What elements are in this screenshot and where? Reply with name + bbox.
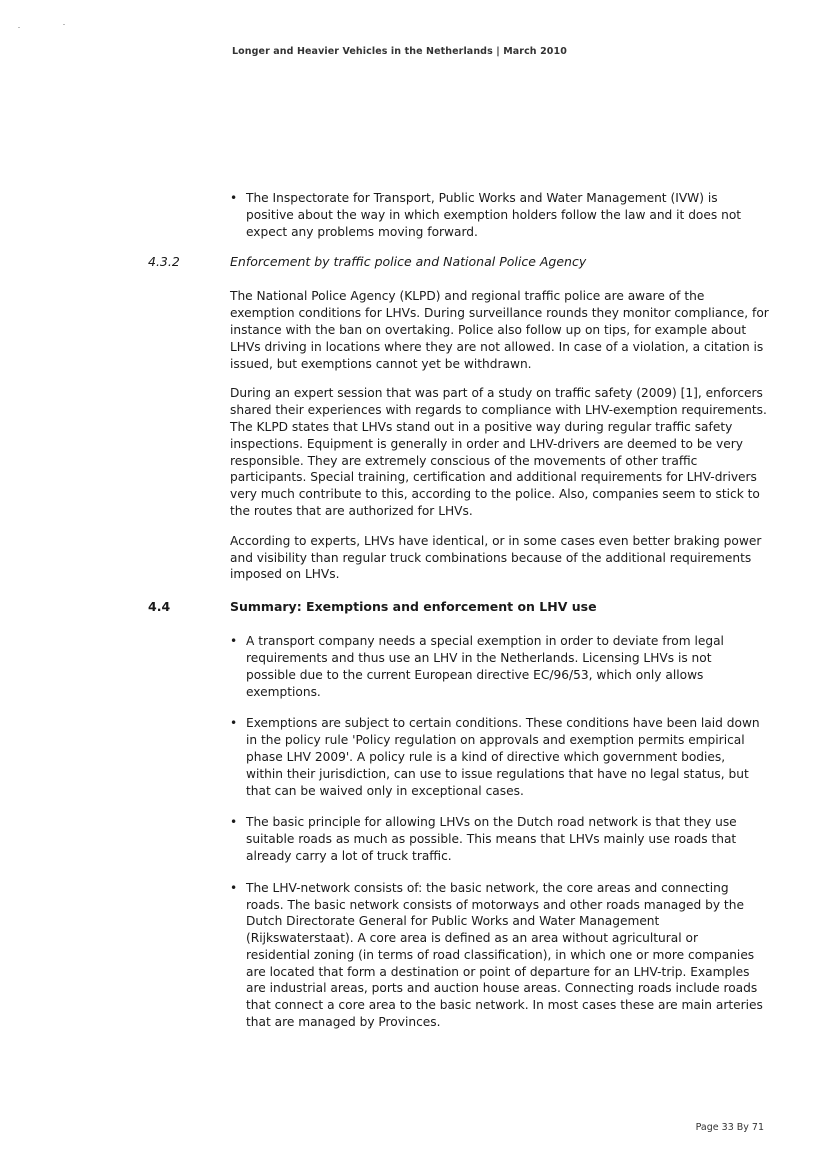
scan-speck — [63, 24, 65, 25]
bullet-text: The Inspectorate for Transport, Public Works and Water Management (IVW) is positive about the way in which exemption holders follow the law and it does not expect any problems moving forward. — [246, 191, 742, 239]
bullet-text: A transport company needs a special exemption in order to deviate from legal requirements and thus use an LHV in the Netherlands. Licensing LHVs is not possible due to the current European directive EC/96/53, which only allows exemptions. — [246, 634, 724, 699]
section-number: 4.4 — [148, 599, 171, 615]
page-number: Page 33 By 71 — [695, 1122, 764, 1133]
section-number: 4.3.2 — [148, 254, 180, 270]
bullet-text: The basic principle for allowing LHVs on the Dutch road network is that they use suitable roads as much as possible. This means that LHVs mainly use roads that already carry a lot of truck traffic. — [246, 815, 737, 863]
list-item — [230, 633, 765, 700]
list-item — [230, 715, 765, 799]
paragraph: According to experts, LHVs have identical, or in some cases even better braking power and visibility than regular truck combinations because of the additional requirements imposed on LHVs. — [230, 533, 762, 582]
bullet-icon: • — [230, 191, 238, 205]
summary-bullet-list — [230, 633, 765, 1031]
list-item — [230, 880, 765, 1031]
bullet-text: The LHV-network consists of: the basic network, the core areas and connecting roads. The basic network consists of motorways and other roads managed by the Dutch Directorate General for Public Works and Water Management (Rijkswaterstaat). A core area is defined as an area without agricultural or residential zoning (in terms of road classification), in which one or more companies are located that form a destination or point of departure for an LHV-trip. Examples are industrial areas, ports and auction house areas. Connecting roads include roads that connect a core area to the basic network. In most cases these are main arteries that are managed by Provinces. — [246, 880, 763, 1030]
top-bullet-list — [230, 190, 765, 240]
section-heading-4-4 — [0, 599, 826, 619]
paragraph: During an expert session that was part of a study on traffic safety (2009) [1], enforcers shared their experiences with regards to compliance with LHV-exemption requirements. The KLPD states that LHVs stand out in a positive way during regular traffic safety inspections. Equipment is generally in order and LHV-drivers are deemed to be very responsible. They are extremely conscious of the movements of other traffic participants. Special training, certification and additional requirements for LHV-drivers very much contribute to this, according to the police. Also, companies seem to stick to the routes that are authorized for LHVs. — [230, 386, 767, 518]
bullet-icon: • — [230, 880, 238, 895]
list-item — [230, 190, 765, 240]
list-item — [230, 814, 765, 864]
paragraph: The National Police Agency (KLPD) and regional traffic police are aware of the exemption conditions for LHVs. During surveillance rounds they monitor compliance, for instance with the ban on overtaking. Police also follow up on tips, for example about LHVs driving in locations where they are not allowed. In case of a violation, a citation is issued, but exemptions cannot yet be withdrawn. — [230, 289, 769, 371]
bullet-icon: • — [230, 716, 238, 731]
section-heading-4-3-2 — [0, 254, 826, 274]
bullet-icon: • — [230, 815, 238, 830]
section-title: Summary: Exemptions and enforcement on LHV use — [230, 599, 597, 615]
bullet-text: Exemptions are subject to certain conditions. These conditions have been laid down in the policy rule 'Policy regulation on approvals and exemption permits empirical phase LHV 2009'. A policy rule is a kind of directive which government bodies, within their jurisdiction, can use to issue regulations that have no legal status, but that can be waived only in exceptional cases. — [246, 716, 760, 798]
scan-speck — [18, 27, 20, 28]
running-header: Longer and Heavier Vehicles in the Netherlands | March 2010 — [232, 46, 567, 57]
section-title: Enforcement by traffic police and National Police Agency — [230, 254, 587, 270]
bullet-icon: • — [230, 634, 238, 649]
page-body — [0, 190, 826, 1047]
